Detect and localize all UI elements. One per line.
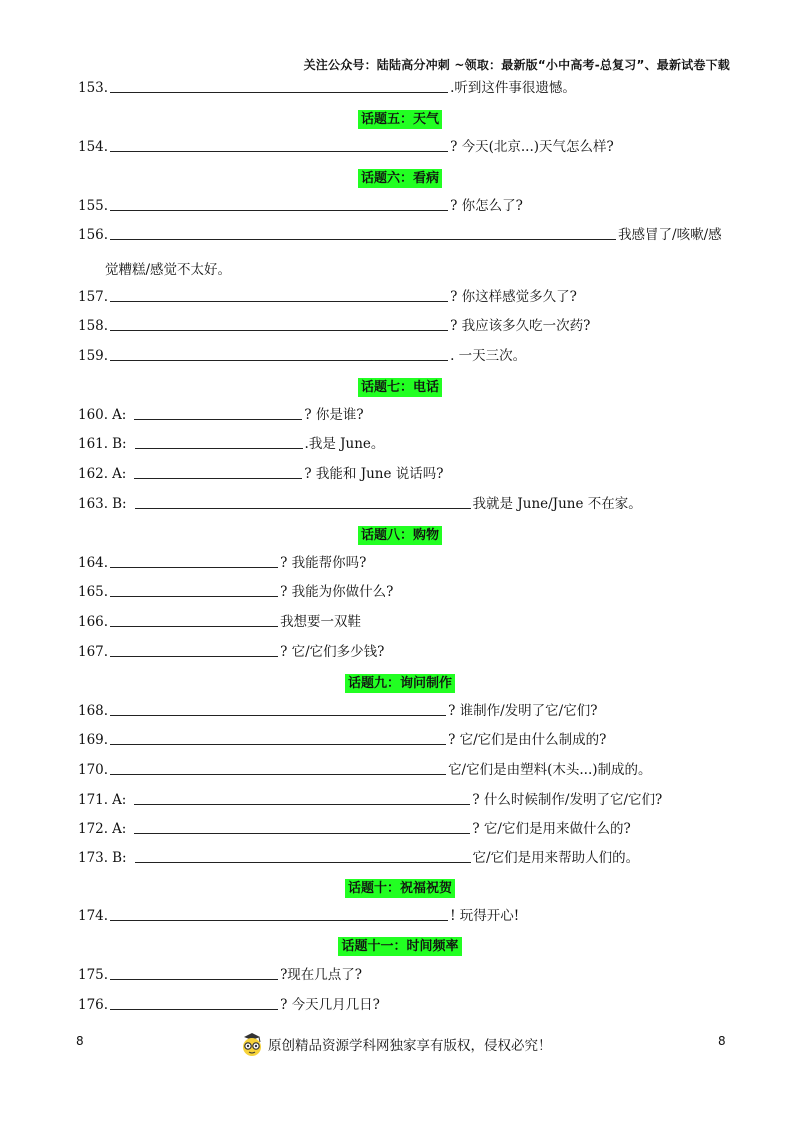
page-header: 关注公众号：陆陆高分冲刺 ~领取：最新版“小中高考-总复习”、最新试卷下载	[303, 58, 730, 72]
item-prompt: ? 它/它们是用来做什么的?	[472, 821, 631, 837]
exercise-item	[78, 314, 590, 334]
exercise-item	[78, 344, 526, 364]
item-prompt: ? 今天几月几日?	[280, 997, 380, 1013]
item-number: 158.	[78, 318, 109, 334]
item-prompt: ? 什么时候制作/发明了它/它们?	[472, 792, 663, 808]
speaker-label: A:	[112, 821, 127, 837]
topic-label: 话题六：看病	[358, 169, 442, 188]
item-number: 159.	[78, 348, 109, 364]
exercise-item	[78, 640, 384, 660]
speaker-label: B:	[112, 850, 127, 866]
exercise-item	[78, 610, 361, 630]
item-number: 164.	[78, 555, 109, 571]
answer-blank[interactable]	[110, 316, 448, 331]
answer-blank[interactable]	[110, 137, 448, 152]
item-prompt: ? 它/它们是由什么制成的?	[448, 732, 607, 748]
page-number-right: 8	[718, 1034, 726, 1048]
item-prompt: ? 我能为你做什么?	[280, 584, 394, 600]
answer-blank[interactable]	[135, 848, 471, 863]
item-number: 153.	[78, 80, 109, 96]
exercise-item	[78, 403, 364, 423]
answer-blank[interactable]	[110, 196, 448, 211]
item-number: 160.	[78, 407, 109, 423]
topic-heading	[0, 167, 800, 186]
topic-heading	[0, 672, 800, 691]
topic-heading	[0, 935, 800, 954]
item-number: 154.	[78, 139, 109, 155]
exercise-item	[78, 817, 631, 837]
item-number: 166.	[78, 614, 109, 630]
exercise-item	[78, 285, 577, 305]
exercise-item	[78, 699, 597, 719]
item-prompt: ? 它/它们多少钱?	[280, 644, 385, 660]
item-number: 174.	[78, 908, 109, 924]
exercise-item	[78, 758, 652, 778]
exercise-item	[78, 904, 519, 924]
answer-blank[interactable]	[134, 464, 302, 479]
answer-blank[interactable]	[110, 225, 616, 240]
item-prompt: ? 我能帮你吗?	[280, 555, 367, 571]
answer-blank[interactable]	[110, 701, 446, 716]
exercise-item	[78, 432, 384, 452]
answer-blank[interactable]	[110, 906, 448, 921]
item-prompt: 我就是 June/June 不在家。	[472, 496, 642, 512]
answer-blank[interactable]	[134, 819, 470, 834]
exercise-item	[78, 194, 523, 214]
answer-blank[interactable]	[110, 287, 448, 302]
topic-label: 话题五：天气	[358, 110, 442, 129]
topic-label: 话题十一：时间频率	[338, 937, 461, 956]
answer-blank[interactable]	[110, 612, 278, 627]
item-number: 165.	[78, 584, 109, 600]
answer-blank[interactable]	[110, 78, 448, 93]
speaker-label: B:	[112, 496, 127, 512]
item-number: 170.	[78, 762, 109, 778]
answer-blank[interactable]	[110, 346, 448, 361]
answer-blank[interactable]	[110, 995, 278, 1010]
exercise-item	[78, 223, 722, 243]
item-prompt: 我想要一双鞋	[280, 614, 362, 630]
answer-blank[interactable]	[134, 790, 470, 805]
item-prompt: 它/它们是由塑料(木头...)制成的。	[448, 762, 652, 778]
page-number-left: 8	[76, 1034, 84, 1048]
item-prompt-continuation: 觉糟糕/感觉不太好。	[105, 262, 232, 278]
item-prompt: ? 你这样感觉多久了?	[450, 289, 577, 305]
item-prompt: ? 今天(北京...)天气怎么样?	[450, 139, 614, 155]
exercise-item	[78, 492, 642, 512]
exercise-item	[78, 993, 380, 1013]
item-number: 162.	[78, 466, 109, 482]
topic-label: 话题十：祝福祝贺	[345, 879, 455, 898]
item-prompt: ? 我能和 June 说话吗?	[304, 466, 444, 482]
exercise-item	[78, 788, 662, 808]
topic-label: 话题九：询问制作	[345, 674, 455, 693]
item-prompt: ! 玩得开心!	[450, 908, 520, 924]
exercise-item	[78, 135, 614, 155]
topic-label: 话题八：购物	[358, 526, 442, 545]
topic-heading	[0, 877, 800, 896]
item-number: 176.	[78, 997, 109, 1013]
answer-blank[interactable]	[110, 760, 446, 775]
topic-label: 话题七：电话	[358, 378, 442, 397]
speaker-label: A:	[112, 407, 127, 423]
owl-logo-icon	[238, 1030, 266, 1058]
copyright-footer	[238, 1030, 552, 1058]
answer-blank[interactable]	[134, 405, 302, 420]
exercise-item	[78, 462, 444, 482]
answer-blank[interactable]	[110, 642, 278, 657]
item-prompt: 我感冒了/咳嗽/感	[618, 227, 722, 243]
item-number: 168.	[78, 703, 109, 719]
exercise-item	[78, 76, 576, 96]
item-prompt: ? 谁制作/发明了它/它们?	[448, 703, 598, 719]
footer-text: 原创精品资源学科网独家享有版权，侵权必究！	[268, 1038, 552, 1054]
item-prompt: ? 你怎么了?	[450, 198, 523, 214]
speaker-label: A:	[112, 466, 127, 482]
item-number: 155.	[78, 198, 109, 214]
speaker-label: A:	[112, 792, 127, 808]
topic-heading	[0, 108, 800, 127]
exercise-item	[78, 551, 366, 571]
item-number: 167.	[78, 644, 109, 660]
topic-heading	[0, 376, 800, 395]
item-number: 161.	[78, 436, 109, 452]
answer-blank[interactable]	[110, 553, 278, 568]
exercise-item	[78, 963, 362, 983]
item-number: 172.	[78, 821, 109, 837]
item-number: 156.	[78, 227, 109, 243]
item-number: 175.	[78, 967, 109, 983]
answer-blank[interactable]	[110, 582, 278, 597]
item-prompt: ?现在几点了?	[280, 967, 363, 983]
item-prompt: . 一天三次。	[450, 348, 527, 364]
exercise-item	[78, 846, 639, 866]
answer-blank[interactable]	[135, 434, 303, 449]
item-number: 173.	[78, 850, 109, 866]
answer-blank[interactable]	[110, 730, 446, 745]
item-prompt: .我是 June。	[304, 436, 385, 452]
item-prompt: .听到这件事很遗憾。	[450, 80, 576, 96]
answer-blank[interactable]	[110, 965, 278, 980]
exercise-item	[78, 728, 606, 748]
item-prompt: 它/它们是用来帮助人们的。	[472, 850, 640, 866]
exercise-item	[78, 580, 393, 600]
topic-heading	[0, 524, 800, 543]
speaker-label: B:	[112, 436, 127, 452]
item-number: 171.	[78, 792, 109, 808]
item-number: 169.	[78, 732, 109, 748]
item-prompt: ? 你是谁?	[304, 407, 364, 423]
answer-blank[interactable]	[135, 494, 471, 509]
item-number: 163.	[78, 496, 109, 512]
item-prompt: ? 我应该多久吃一次药?	[450, 318, 591, 334]
item-number: 157.	[78, 289, 109, 305]
